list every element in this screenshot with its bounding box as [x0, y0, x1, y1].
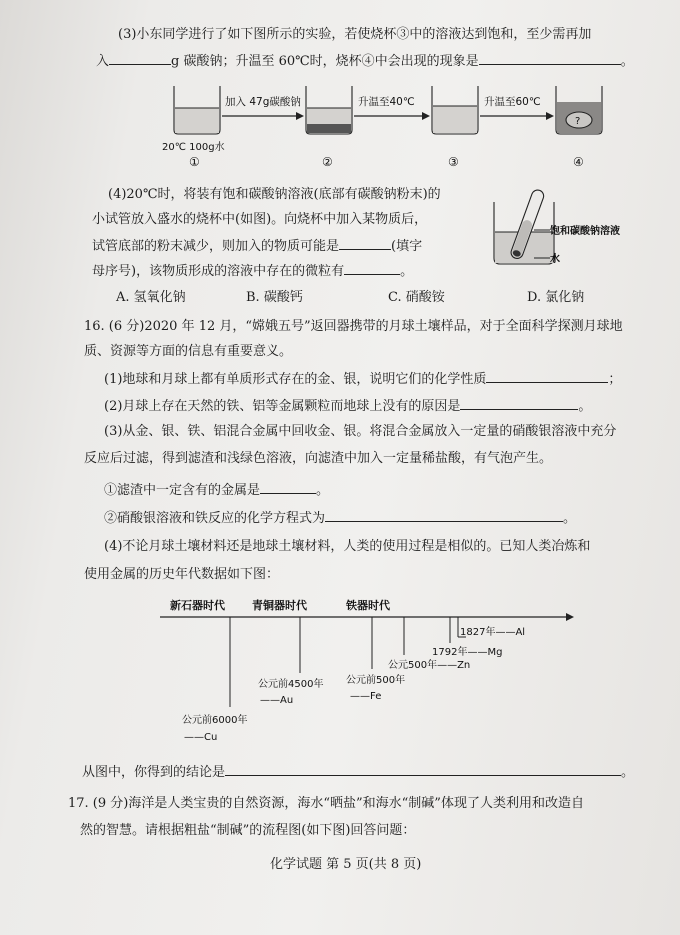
q15-4-line2: 小试管放入盛水的烧杯中(如图)。向烧杯中加入某物质后， [92, 212, 428, 227]
q16-part3d: ②硝酸银溶液和铁反应的化学方程式为 。 [104, 508, 576, 527]
test-tube-figure [486, 180, 656, 270]
q16-part4b: 使用金属的历史年代数据如下图： [84, 567, 280, 582]
q17-line2: 然的智慧。请根据粗盐“制碱”的流程图(如下图)回答问题： [80, 823, 416, 838]
cu-year: 公元前6000年 [182, 715, 248, 726]
beaker-label-3: ③ [448, 155, 459, 169]
q15-3-line1: (3)小东同学进行了如下图所示的实验，若使烧杯③中的溶液达到饱和，至少需再加 [118, 27, 592, 42]
metal-history-timeline [160, 595, 580, 750]
answer-blank[interactable] [479, 51, 621, 65]
question-mark: ? [575, 116, 581, 127]
era-iron: 铁器时代 [346, 599, 390, 612]
arrow2-label: 升温至40℃ [358, 96, 415, 108]
q15-4-line1: (4)20℃时，将装有饱和碳酸钠溶液(底部有碳酸钠粉末)的 [108, 187, 441, 202]
option-a[interactable]: A. 氢氧化钠 [116, 290, 186, 305]
beaker-2 [306, 86, 352, 134]
arrow1-label: 加入 47g碳酸钠 [225, 96, 301, 108]
era-bronze: 青铜器时代 [252, 599, 307, 612]
q16-part3a: (3)从金、银、铁、铝混合金属中回收金、银。将混合金属放入一定量的硝酸银溶液中充分 [104, 424, 617, 439]
q15-3-line2: 入 g 碳酸钠；升温至 60℃时，烧杯④中会出现的现象是 。 [96, 51, 634, 70]
beaker-label-2: ② [322, 155, 333, 169]
beaker-3 [432, 86, 478, 134]
au-year: 公元前4500年 [258, 679, 324, 690]
label-saturated-solution: 饱和碳酸钠溶液 [550, 226, 620, 237]
answer-blank[interactable] [260, 480, 316, 494]
beaker-label-4: ④ [573, 155, 584, 169]
mg-label: 1792年——Mg [432, 647, 503, 658]
q16-conclusion: 从图中，你得到的结论是 。 [82, 762, 634, 781]
beaker-label-1: ① [189, 155, 200, 169]
fe-year: 公元前500年 [346, 675, 406, 686]
q16-line2: 质、资源等方面的信息有重要意义。 [84, 344, 293, 359]
answer-blank[interactable] [339, 236, 391, 250]
option-d[interactable]: D. 氯化钠 [527, 290, 585, 305]
q16-part3b: 反应后过滤，得到滤渣和浅绿色溶液，向滤渣中加入一定量稀盐酸，有气泡产生。 [84, 451, 553, 466]
answer-blank[interactable] [109, 51, 171, 65]
q15-4-line4: 母序号)，该物质形成的溶液中存在的微粒有 。 [92, 261, 413, 280]
fe-label: ——Fe [350, 691, 382, 702]
q16-part2: (2)月球上存在天然的铁、铝等金属颗粒而地球上没有的原因是 。 [104, 396, 591, 415]
q16-part4a: (4)不论月球土壤材料还是地球土壤材料，人类的使用过程是相似的。已知人类冶炼和 [104, 539, 591, 554]
q16-line1: 16. (6 分)2020 年 12 月，“嫦娥五号”返回器携带的月球土壤样品，对于全面科学探测月球地 [84, 319, 623, 334]
option-b[interactable]: B. 碳酸钙 [246, 290, 303, 305]
era-neolithic: 新石器时代 [170, 599, 225, 612]
answer-blank[interactable] [344, 261, 400, 275]
au-label: ——Au [260, 695, 294, 706]
beaker-experiment-figure [160, 80, 620, 176]
arrow3-label: 升温至60℃ [484, 96, 541, 108]
answer-blank[interactable] [225, 762, 621, 776]
zn-label: 公元500年——Zn [388, 660, 471, 671]
beaker-1 [174, 86, 220, 134]
cu-label: ——Cu [184, 732, 218, 743]
q16-part3c: ①滤渣中一定含有的金属是 。 [104, 480, 329, 499]
q17-line1: 17. (9 分)海洋是人类宝贵的自然资源，海水“晒盐”和海水“制碱”体现了人类利用和改造自 [68, 796, 584, 811]
condition-label: 20℃ 100g水 [162, 142, 225, 153]
label-water: 水 [550, 254, 560, 265]
answer-blank[interactable] [486, 369, 608, 383]
q15-4-line3: 试管底部的粉末减少，则加入的物质可能是 (填字 [92, 236, 422, 255]
option-c[interactable]: C. 硝酸铵 [388, 290, 445, 305]
q16-part1: (1)地球和月球上都有单质形式存在的金、银，说明它们的化学性质 ； [104, 369, 621, 388]
answer-blank[interactable] [325, 508, 563, 522]
al-label: 1827年——Al [460, 627, 526, 638]
answer-blank[interactable] [460, 396, 578, 410]
page-footer: 化学试题 第 5 页(共 8 页) [270, 857, 422, 872]
